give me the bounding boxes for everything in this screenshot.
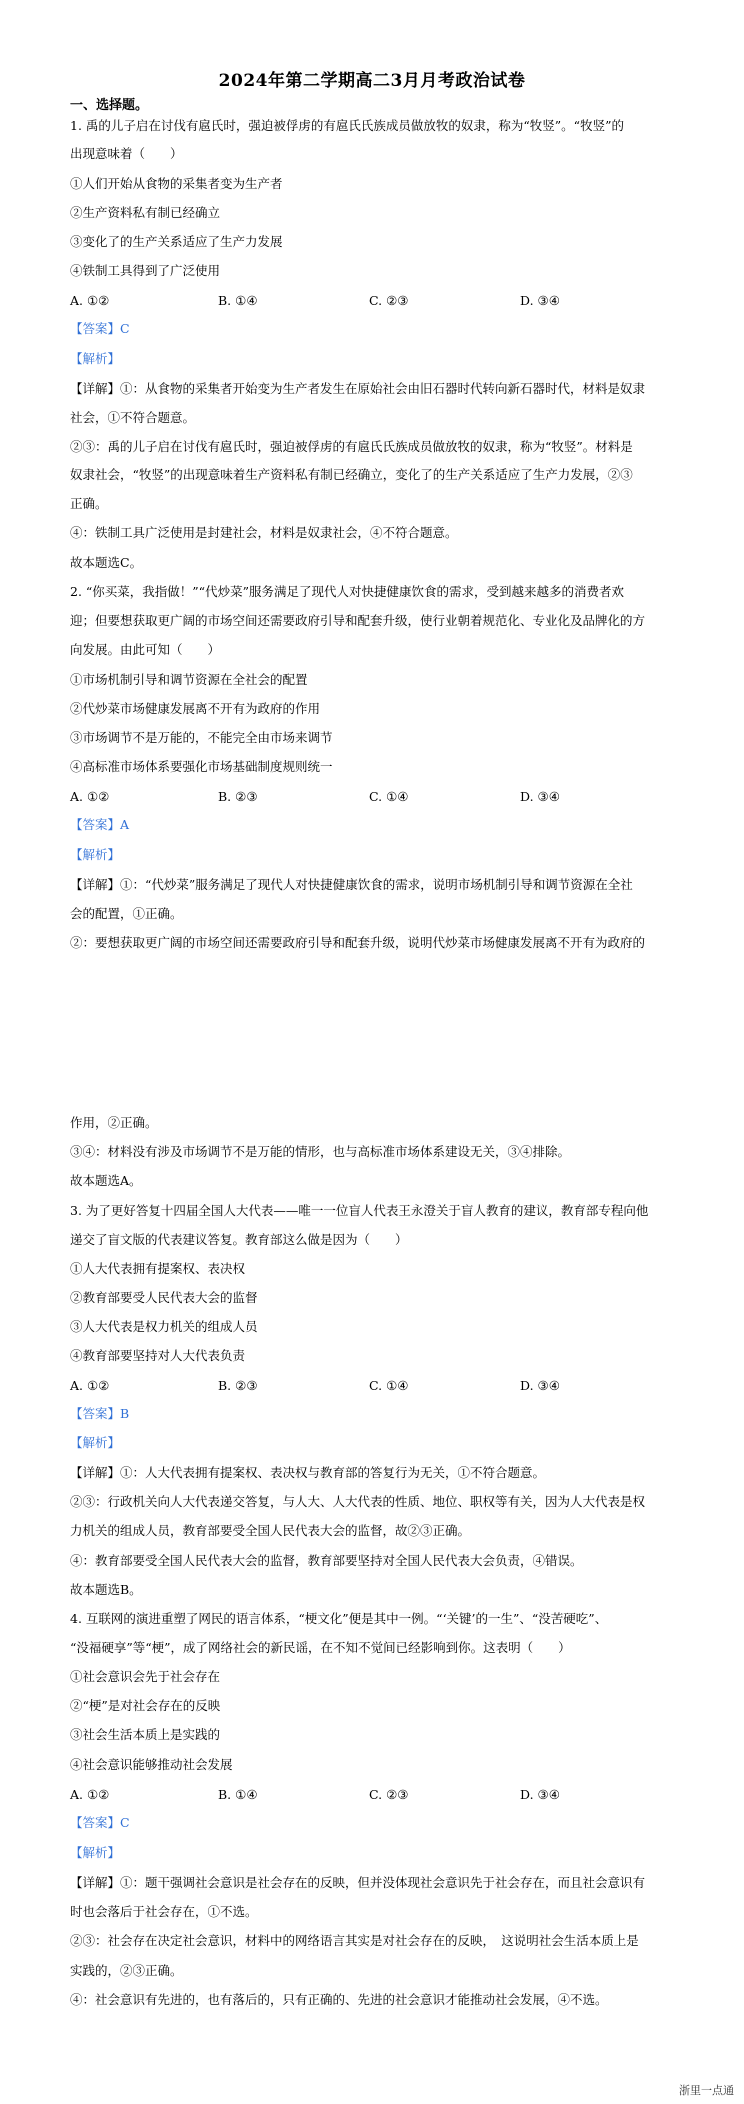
q3-option-d: D. ③④ <box>520 1378 560 1393</box>
q2-answer: 【答案】A <box>70 817 130 832</box>
q2-option-a: A. ①② <box>70 789 110 804</box>
page-title: 2024年第二学期高二3月月考政治试卷 <box>218 71 526 91</box>
q2-option-d: D. ③④ <box>520 789 560 804</box>
q3-detail-line: 力机关的组成人员，教育部要受全国人民代表大会的监督，故②③正确。 <box>70 1523 471 1538</box>
q3-stem-line: 3. 为了更好答复十四届全国人大代表——唯一一位盲人代表王永澄关于盲人教育的建议，教育部专程向他 <box>70 1203 649 1218</box>
q2-statement: ③市场调节不是万能的，不能完全由市场来调节 <box>70 730 333 745</box>
q4-detail-line: ④：社会意识有先进的，也有落后的，只有正确的、先进的社会意识才能推动社会发展，④不选。 <box>70 1992 608 2007</box>
q1-stem-line: 出现意味着（ ） <box>70 146 183 161</box>
q2-option-c: C. ①④ <box>369 789 409 804</box>
q4-option-a: A. ①② <box>70 1787 110 1802</box>
q1-option-a: A. ①② <box>70 293 110 308</box>
q4-statement: ④社会意识能够推动社会发展 <box>70 1757 233 1772</box>
q3-final: 故本题选B。 <box>70 1582 142 1597</box>
q2-final: 故本题选A。 <box>70 1173 142 1188</box>
q3-statement: ①人大代表拥有提案权、表决权 <box>70 1261 246 1276</box>
q2-stem-line: 2. “你买菜，我指做！”“代炒菜”服务满足了现代人对快捷健康饮食的需求，受到越来越多的消费者欢 <box>70 584 624 599</box>
q1-final: 故本题选C。 <box>70 555 143 570</box>
q1-detail-line: 社会，①不符合题意。 <box>70 410 196 425</box>
q1-option-d: D. ③④ <box>520 293 560 308</box>
q2-analysis-label: 【解析】 <box>70 847 121 862</box>
q1-detail-line: 奴隶社会，“牧竖”的出现意味着生产资料私有制已经确立，变化了的生产关系适应了生产力发展，②③ <box>70 467 633 482</box>
q2-detail-line: 【详解】①：“代炒菜”服务满足了现代人对快捷健康饮食的需求，说明市场机制引导和调节资源在全社 <box>70 877 633 892</box>
q4-detail-line: 【详解】①：题干强调社会意识是社会存在的反映，但并没体现社会意识先于社会存在，而且社会意识有 <box>70 1875 646 1890</box>
q1-answer: 【答案】C <box>70 321 130 336</box>
q1-detail-line: 【详解】①：从食物的采集者开始变为生产者发生在原始社会由旧石器时代转向新石器时代，材料是奴隶 <box>70 381 646 396</box>
q3-option-c: C. ①④ <box>369 1378 409 1393</box>
q1-detail-line: ④：铁制工具广泛使用是封建社会，材料是奴隶社会，④不符合题意。 <box>70 525 458 540</box>
q3-stem-line: 递交了盲文版的代表建议答复。教育部这么做是因为（ ） <box>70 1232 408 1247</box>
q3-detail-line: ②③：行政机关向人大代表递交答复，与人大、人大代表的性质、地位、职权等有关，因为人大代表是权 <box>70 1494 646 1509</box>
q3-answer: 【答案】B <box>70 1406 130 1421</box>
q4-answer: 【答案】C <box>70 1815 130 1830</box>
q1-analysis-label: 【解析】 <box>70 351 121 366</box>
q1-statement: ①人们开始从食物的采集者变为生产者 <box>70 176 283 191</box>
q4-option-d: D. ③④ <box>520 1787 560 1802</box>
q1-option-b: B. ①④ <box>218 293 258 308</box>
q2-statement: ①市场机制引导和调节资源在全社会的配置 <box>70 672 308 687</box>
q1-detail-line: ②③：禹的儿子启在讨伐有扈氏时，强迫被俘虏的有扈氏氏族成员做放牧的奴隶，称为“牧竖”。材料是 <box>70 439 633 454</box>
q3-detail-line: 【详解】①：人大代表拥有提案权、表决权与教育部的答复行为无关，①不符合题意。 <box>70 1465 546 1480</box>
footer-watermark: 浙里一点通 <box>679 2084 734 2097</box>
q2-stem-line: 迎；但要想获取更广阔的市场空间还需要政府引导和配套升级，使行业朝着规范化、专业化及品牌化的方 <box>70 613 646 628</box>
q4-detail-line: 时也会落后于社会存在，①不选。 <box>70 1904 258 1919</box>
q3-analysis-label: 【解析】 <box>70 1435 121 1450</box>
q2-detail-line: 作用，②正确。 <box>70 1115 158 1130</box>
q4-detail-line: 实践的，②③正确。 <box>70 1963 183 1978</box>
q2-option-b: B. ②③ <box>218 789 258 804</box>
q3-statement: ②教育部要受人民代表大会的监督 <box>70 1290 258 1305</box>
q1-statement: ③变化了的生产关系适应了生产力发展 <box>70 234 283 249</box>
q2-detail-line: ③④：材料没有涉及市场调节不是万能的情形，也与高标准市场体系建设无关，③④排除。 <box>70 1144 571 1159</box>
q4-analysis-label: 【解析】 <box>70 1845 121 1860</box>
q4-option-b: B. ①④ <box>218 1787 258 1802</box>
q4-option-c: C. ②③ <box>369 1787 409 1802</box>
q1-stem-line: 1. 禹的儿子启在讨伐有扈氏时，强迫被俘虏的有扈氏氏族成员做放牧的奴隶，称为“牧竖”。“牧竖”的 <box>70 118 624 133</box>
q3-option-b: B. ②③ <box>218 1378 258 1393</box>
q4-stem-line: 4. 互联网的演进重塑了网民的语言体系，“梗文化”便是其中一例。“‘关键’的一生”、“没苦硬吃”、 <box>70 1611 608 1626</box>
q3-statement: ③人大代表是权力机关的组成人员 <box>70 1319 258 1334</box>
q1-statement: ④铁制工具得到了广泛使用 <box>70 263 221 278</box>
q4-statement: ①社会意识会先于社会存在 <box>70 1669 221 1684</box>
q2-statement: ②代炒菜市场健康发展离不开有为政府的作用 <box>70 701 321 716</box>
q3-detail-line: ④：教育部要受全国人民代表大会的监督，教育部要坚持对全国人民代表大会负责，④错误。 <box>70 1553 583 1568</box>
q1-detail-line: 正确。 <box>70 496 108 511</box>
q1-statement: ②生产资料私有制已经确立 <box>70 205 221 220</box>
q2-detail-line: ②：要想获取更广阔的市场空间还需要政府引导和配套升级，说明代炒菜市场健康发展离不开有为政府的 <box>70 935 646 950</box>
q4-stem-line: “没福硬享”等“梗”，成了网络社会的新民谣，在不知不觉间已经影响到你。这表明（ ） <box>70 1640 571 1655</box>
q3-option-a: A. ①② <box>70 1378 110 1393</box>
q4-detail-line: ②③：社会存在决定社会意识，材料中的网络语言其实是对社会存在的反映， 这说明社会生活本质上是 <box>70 1933 639 1948</box>
q1-option-c: C. ②③ <box>369 293 409 308</box>
q2-stem-line: 向发展。由此可知（ ） <box>70 642 221 657</box>
q2-detail-line: 会的配置，①正确。 <box>70 906 183 921</box>
q3-statement: ④教育部要坚持对人大代表负责 <box>70 1348 246 1363</box>
q4-statement: ②“梗”是对社会存在的反映 <box>70 1698 221 1713</box>
q2-statement: ④高标准市场体系要强化市场基础制度规则统一 <box>70 759 333 774</box>
q4-statement: ③社会生活本质上是实践的 <box>70 1727 221 1742</box>
section-heading: 一、选择题。 <box>70 98 149 113</box>
